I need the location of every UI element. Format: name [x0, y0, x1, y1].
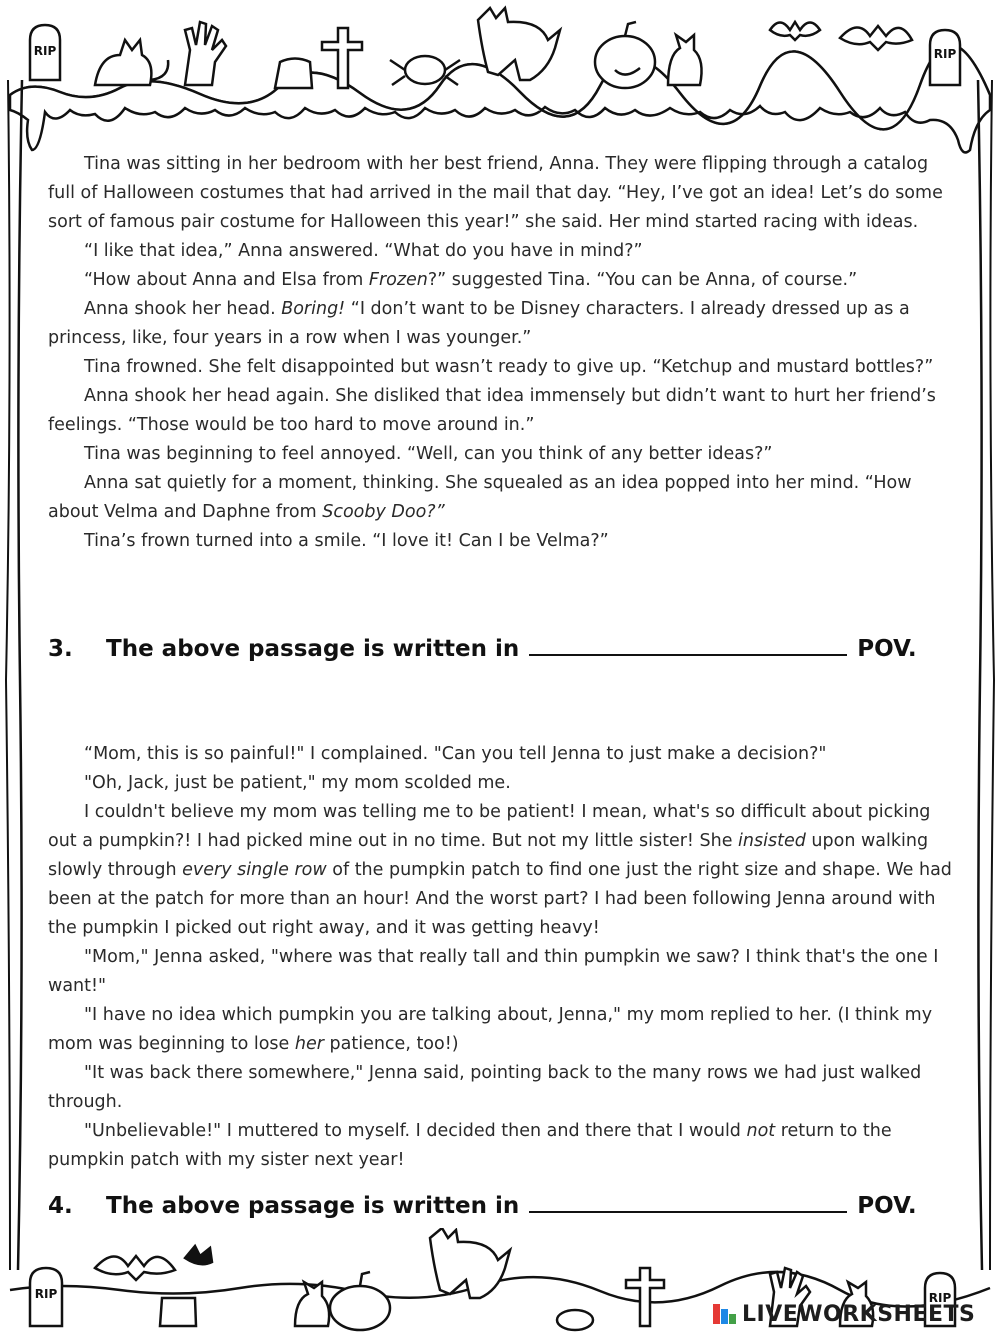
stump-icon — [275, 59, 312, 89]
text-segment: "Unbelievable!" I muttered to myself. I decided then and there that I would — [84, 1121, 747, 1141]
passage-1 — [48, 150, 954, 556]
text-segment: return to the pumpkin patch with my sister next year! — [48, 1121, 892, 1170]
text-segment: “I don’t want to be Disney characters. I already dressed up as a princess, like, four years in a row when I was younger.” — [48, 299, 910, 348]
text-segment: upon walking slowly through — [48, 831, 929, 880]
text-segment: "It was back there somewhere," Jenna said, pointing back to the many rows we had just walked through. — [48, 1063, 922, 1112]
italic-text: Frozen — [368, 270, 428, 290]
cat-icon — [668, 35, 702, 85]
text-segment: I couldn't believe my mom was telling me to be patient! I mean, what's so difficult about picking out a pumpkin?! I had picked mine out in no time. But not my little sister! She — [48, 802, 931, 851]
cross-icon — [626, 1268, 664, 1326]
question-3 — [48, 632, 948, 662]
paragraph — [48, 740, 954, 769]
text-segment: patience, too!) — [323, 1034, 459, 1054]
liveworksheets-logo-text: LIVEWORKSHEETS — [742, 1301, 976, 1327]
text-segment: “I like that idea,” Anna answered. “What do you have in mind?” — [84, 241, 643, 261]
answer-blank-3[interactable] — [529, 632, 847, 656]
paragraph — [48, 943, 954, 1001]
pumpkin-icon — [595, 22, 655, 88]
question-suffix: POV. — [857, 1193, 917, 1219]
italic-text: not — [746, 1121, 776, 1141]
paragraph — [48, 353, 954, 382]
paragraph — [48, 382, 954, 440]
text-segment: Anna shook her head again. She disliked that idea immensely but didn’t want to hurt her friend’s feelings. “Those would be too hard to move around in.” — [48, 386, 936, 435]
text-segment: "Oh, Jack, just be patient," my mom scolded me. — [84, 773, 511, 793]
paragraph — [48, 527, 954, 556]
text-segment: Tina was beginning to feel annoyed. “Well, can you think of any better ideas?” — [84, 444, 773, 464]
paragraph — [48, 440, 954, 469]
tombstone-icon — [930, 30, 960, 85]
question-4 — [48, 1189, 948, 1219]
svg-text:RIP: RIP — [34, 1287, 58, 1301]
paragraph — [48, 769, 954, 798]
paragraph — [48, 798, 954, 943]
svg-text:RIP: RIP — [928, 1291, 952, 1305]
paragraph — [48, 1117, 954, 1175]
text-segment: Anna sat quietly for a moment, thinking. She squealed as an idea popped into her mind. “How about Velma and Daphne from — [48, 473, 912, 522]
right-slime-border — [970, 80, 1000, 1270]
paragraph — [48, 1001, 954, 1059]
cat-icon — [478, 8, 560, 80]
svg-text:RIP: RIP — [933, 47, 957, 61]
paragraph — [48, 150, 954, 237]
liveworksheets-logo-icon — [712, 1303, 738, 1325]
svg-text:RIP: RIP — [33, 44, 57, 58]
bat-icon — [770, 22, 912, 50]
text-segment: Tina’s frown turned into a smile. “I love it! Can I be Velma?” — [84, 531, 609, 551]
text-segment: of the pumpkin patch to find one just the right size and shape. We had been at the patch for more than an hour! And the worst part? I had been following Jenna around with the pumpkin I picked out right away, and it was getting heavy! — [48, 860, 952, 938]
question-suffix: POV. — [857, 636, 917, 662]
passage-2 — [48, 740, 954, 1175]
tombstone-icon — [30, 25, 60, 80]
top-halloween-border — [0, 0, 1000, 160]
zombie-hand-icon — [185, 22, 226, 85]
text-segment: ?” suggested Tina. “You can be Anna, of course.” — [427, 270, 858, 290]
italic-text: insisted — [738, 831, 806, 851]
text-segment: Tina was sitting in her bedroom with her best friend, Anna. They were flipping through a catalog full of Halloween costumes that had arrived in the mail that day. “Hey, I’ve got an idea! Let’s do some sort of famous pair costume for Halloween this year!” she said. Her mind started racing with ideas. — [48, 154, 943, 232]
tombstone-icon — [30, 1268, 62, 1326]
paragraph — [48, 469, 954, 527]
italic-text: her — [294, 1034, 324, 1054]
text-segment: Anna shook her head. — [84, 299, 282, 319]
question-prompt: The above passage is written in — [106, 636, 520, 662]
pumpkin-icon — [330, 1272, 390, 1330]
question-prompt: The above passage is written in — [106, 1193, 520, 1219]
text-segment: "I have no idea which pumpkin you are talking about, Jenna," my mom replied to her. (I think my mom was beginning to lose — [48, 1005, 933, 1054]
text-segment: “How about Anna and Elsa from — [84, 270, 369, 290]
cat-icon — [95, 40, 168, 85]
paragraph — [48, 266, 954, 295]
cat-icon — [430, 1228, 510, 1298]
cat-icon — [295, 1282, 329, 1326]
paragraph — [48, 295, 954, 353]
italic-text: Boring! — [281, 299, 346, 319]
text-segment: "Mom," Jenna asked, "where was that really tall and thin pumpkin we saw? I think that's the one I want!" — [48, 947, 939, 996]
bat-icon — [95, 1246, 212, 1280]
text-segment: “Mom, this is so painful!" I complained. "Can you tell Jenna to just make a decision?" — [84, 744, 827, 764]
spider-icon — [557, 1310, 593, 1330]
question-number: 3. — [48, 636, 73, 662]
italic-text: every single row — [182, 860, 327, 880]
paragraph — [48, 1059, 954, 1117]
question-number: 4. — [48, 1193, 73, 1219]
tombstone-icon — [160, 1298, 196, 1326]
italic-text: Scooby Doo?” — [322, 502, 445, 522]
left-slime-border — [0, 80, 30, 1270]
liveworksheets-logo — [712, 1300, 975, 1328]
paragraph — [48, 237, 954, 266]
answer-blank-4[interactable] — [529, 1189, 847, 1213]
text-segment: Tina frowned. She felt disappointed but wasn’t ready to give up. “Ketchup and mustard bottles?” — [84, 357, 934, 377]
